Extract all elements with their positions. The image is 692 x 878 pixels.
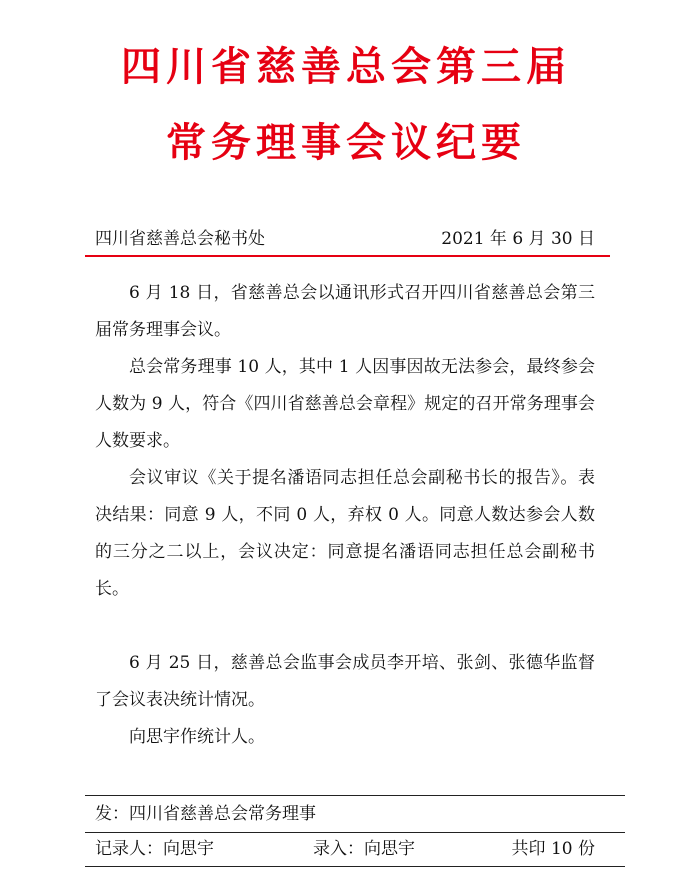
document-title-line-2: 常务理事会议纪要 xyxy=(166,120,526,166)
paragraph-meeting-notice: 6 月 18 日，省慈善总会以通讯形式召开四川省慈善总会第三届常务理事会议。 xyxy=(95,283,595,340)
footer-top-rule xyxy=(85,795,625,796)
footer-copies: 共印 10 份 xyxy=(511,839,595,859)
paragraph-supervision: 6 月 25 日，慈善总会监事会成员李开培、张剑、张德华监督了会议表决统计情况。 xyxy=(95,653,595,710)
footer-recorder: 记录人：向思宇 xyxy=(95,839,214,859)
paragraph-attendance: 总会常务理事 10 人，其中 1 人因事因故无法参会，最终参会人数为 9 人，符合《四川省慈善总会章程》规定的召开常务理事会人数要求。 xyxy=(95,357,595,451)
footer-bottom-rule xyxy=(85,866,625,867)
document-body xyxy=(95,275,595,756)
issuing-office: 四川省慈善总会秘书处 xyxy=(95,229,265,249)
footer-issuer: 发：四川省慈善总会常务理事 xyxy=(95,804,316,824)
issue-date: 2021 年 6 月 30 日 xyxy=(441,229,595,249)
paragraph-resolution: 会议审议《关于提名潘语同志担任总会副秘书长的报告》。表决结果：同意 9 人，不同 0 人，弃权 0 人。同意人数达参会人数的三分之二以上，会议决定：同意提名潘语同志担任总会副秘书长。 xyxy=(95,468,595,599)
document-title-line-1: 四川省慈善总会第三届 xyxy=(121,44,571,90)
footer-middle-rule xyxy=(85,832,625,833)
paragraph-counter: 向思宇作统计人。 xyxy=(129,727,265,747)
footer-record-row xyxy=(95,836,595,862)
red-separator-line xyxy=(85,255,610,257)
document-header xyxy=(95,225,595,253)
footer-entry: 录入：向思宇 xyxy=(313,839,415,859)
